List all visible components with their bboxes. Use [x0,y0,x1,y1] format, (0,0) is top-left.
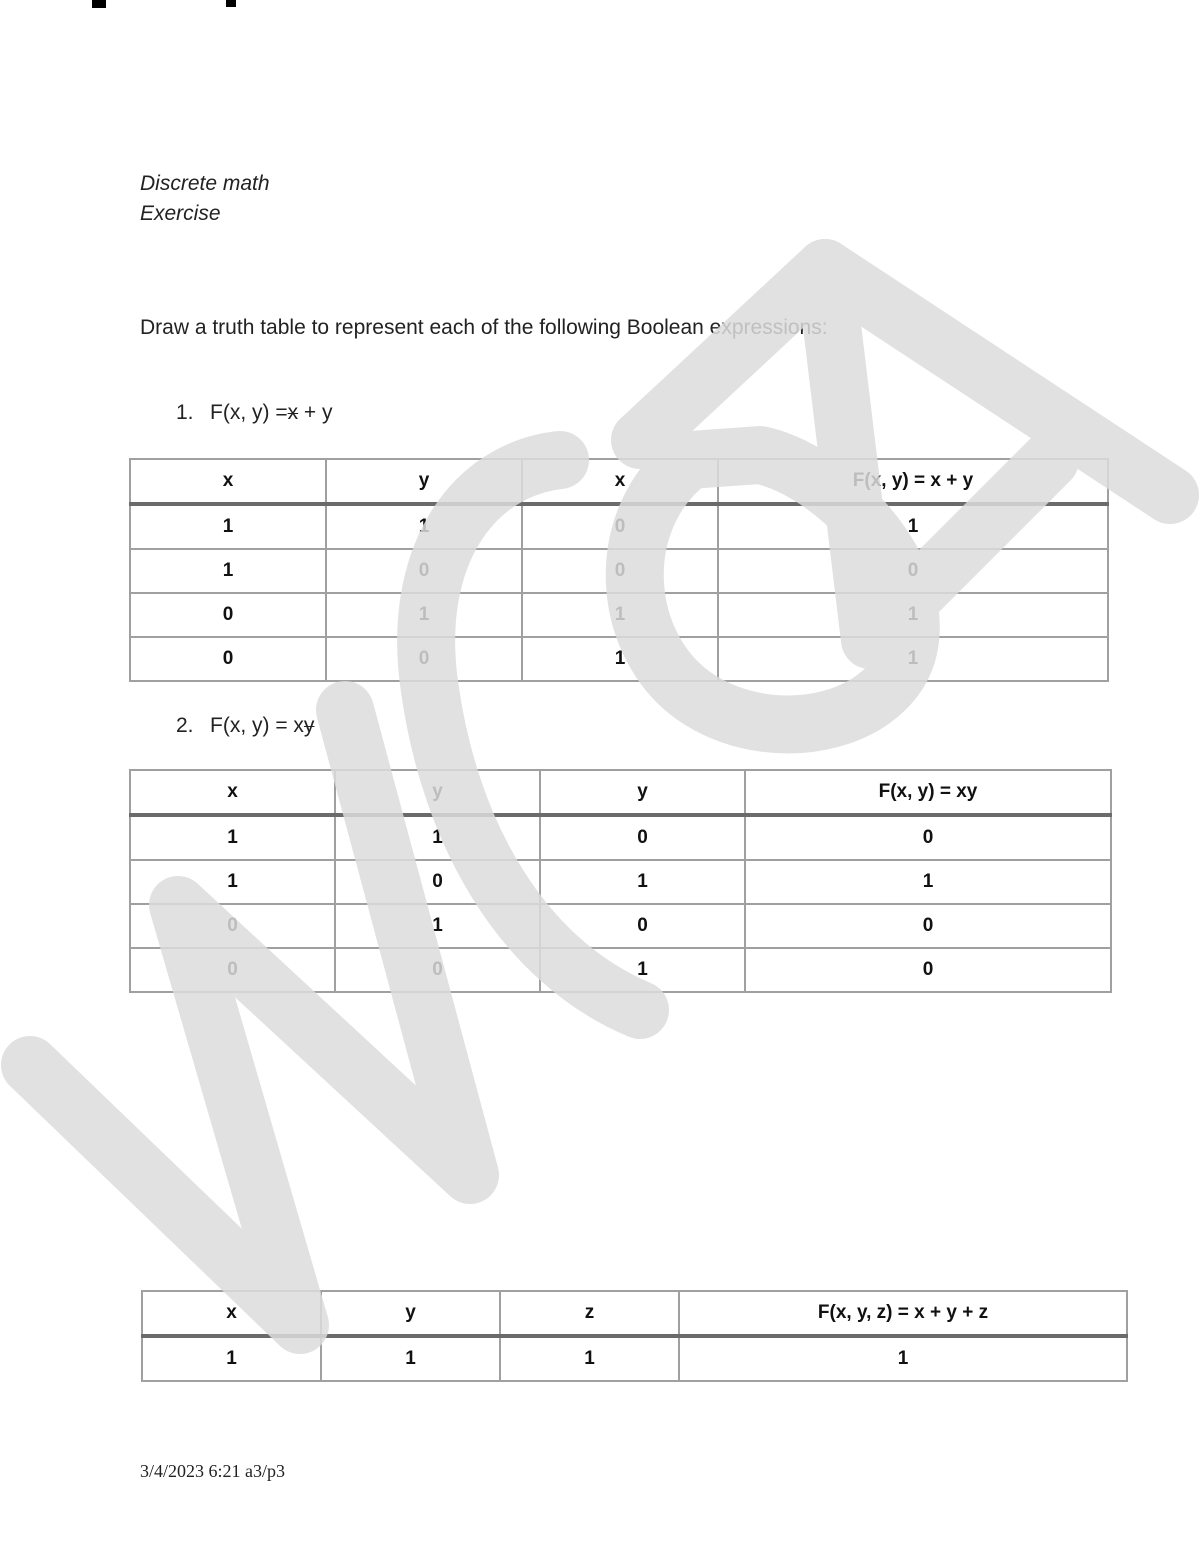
table-cell: 1 [130,549,326,593]
item-2-label [176,714,314,738]
table-row [130,860,1111,904]
table-cell: 1 [130,860,335,904]
table-cell: 1 [679,1336,1127,1381]
table-row [130,815,1111,860]
table-cell: 0 [540,904,745,948]
truth-table-1 [129,458,1109,682]
table-cell: 0 [130,904,335,948]
column-header: y [335,770,540,815]
table-cell: 0 [335,948,540,992]
table-cell: 0 [335,860,540,904]
table-cell: 0 [522,504,718,549]
table-cell: 0 [326,549,522,593]
table-header-row [130,459,1108,504]
table-cell: 0 [745,948,1111,992]
expr-prefix: F(x, y) = [210,401,288,424]
expr-struck: x [287,401,299,424]
table-cell: 1 [540,948,745,992]
table-cell: 1 [522,637,718,681]
table-cell: 0 [718,549,1108,593]
table-cell: 1 [335,904,540,948]
instruction-text: Draw a truth table to represent each of the following Boolean expressions: [140,316,828,339]
column-header: x [130,770,335,815]
table-cell: 1 [500,1336,679,1381]
table-header-row [142,1291,1127,1336]
truth-table-2 [129,769,1112,993]
truth-table-3 [141,1290,1128,1382]
table-cell: 0 [326,637,522,681]
item-1-label [176,401,333,425]
table-cell: 1 [321,1336,500,1381]
table-cell: 1 [335,815,540,860]
column-header: z [500,1291,679,1336]
header-kind: Exercise [140,202,221,225]
table-cell: 1 [142,1336,321,1381]
table-cell: 0 [130,637,326,681]
table-cell: 1 [718,637,1108,681]
table-row [130,637,1108,681]
table-cell: 1 [522,593,718,637]
table-cell: 1 [326,593,522,637]
table-cell: 1 [745,860,1111,904]
table-cell: 1 [130,504,326,549]
expr-struck: y [303,714,315,737]
table-row [130,593,1108,637]
item-number: 1. [176,401,194,424]
table-header-row [130,770,1111,815]
column-header: F(x, y, z) = x + y + z [679,1291,1127,1336]
header-subject: Discrete math [140,172,270,195]
table-row [130,549,1108,593]
column-header: F(x, y) = x + y [718,459,1108,504]
expr-suffix: + y [298,401,333,424]
table-row [142,1336,1127,1381]
column-header: F(x, y) = xy [745,770,1111,815]
table-cell: 0 [130,948,335,992]
table-cell: 0 [745,815,1111,860]
scan-artifact-left [92,0,106,8]
table-cell: 1 [326,504,522,549]
table-cell: 0 [745,904,1111,948]
column-header: y [321,1291,500,1336]
column-header: x [142,1291,321,1336]
table-cell: 0 [540,815,745,860]
table-row [130,504,1108,549]
table-cell: 1 [540,860,745,904]
column-header: x [522,459,718,504]
scan-artifact-right [226,0,236,7]
table-row [130,948,1111,992]
expr-prefix: F(x, y) = x [210,714,304,737]
table-cell: 1 [718,504,1108,549]
column-header: y [540,770,745,815]
table-cell: 0 [130,593,326,637]
item-number: 2. [176,714,194,737]
table-cell: 1 [718,593,1108,637]
column-header: y [326,459,522,504]
table-cell: 0 [522,549,718,593]
column-header: x [130,459,326,504]
table-cell: 1 [130,815,335,860]
page-footer: 3/4/2023 6:21 a3/p3 [140,1461,285,1481]
table-row [130,904,1111,948]
